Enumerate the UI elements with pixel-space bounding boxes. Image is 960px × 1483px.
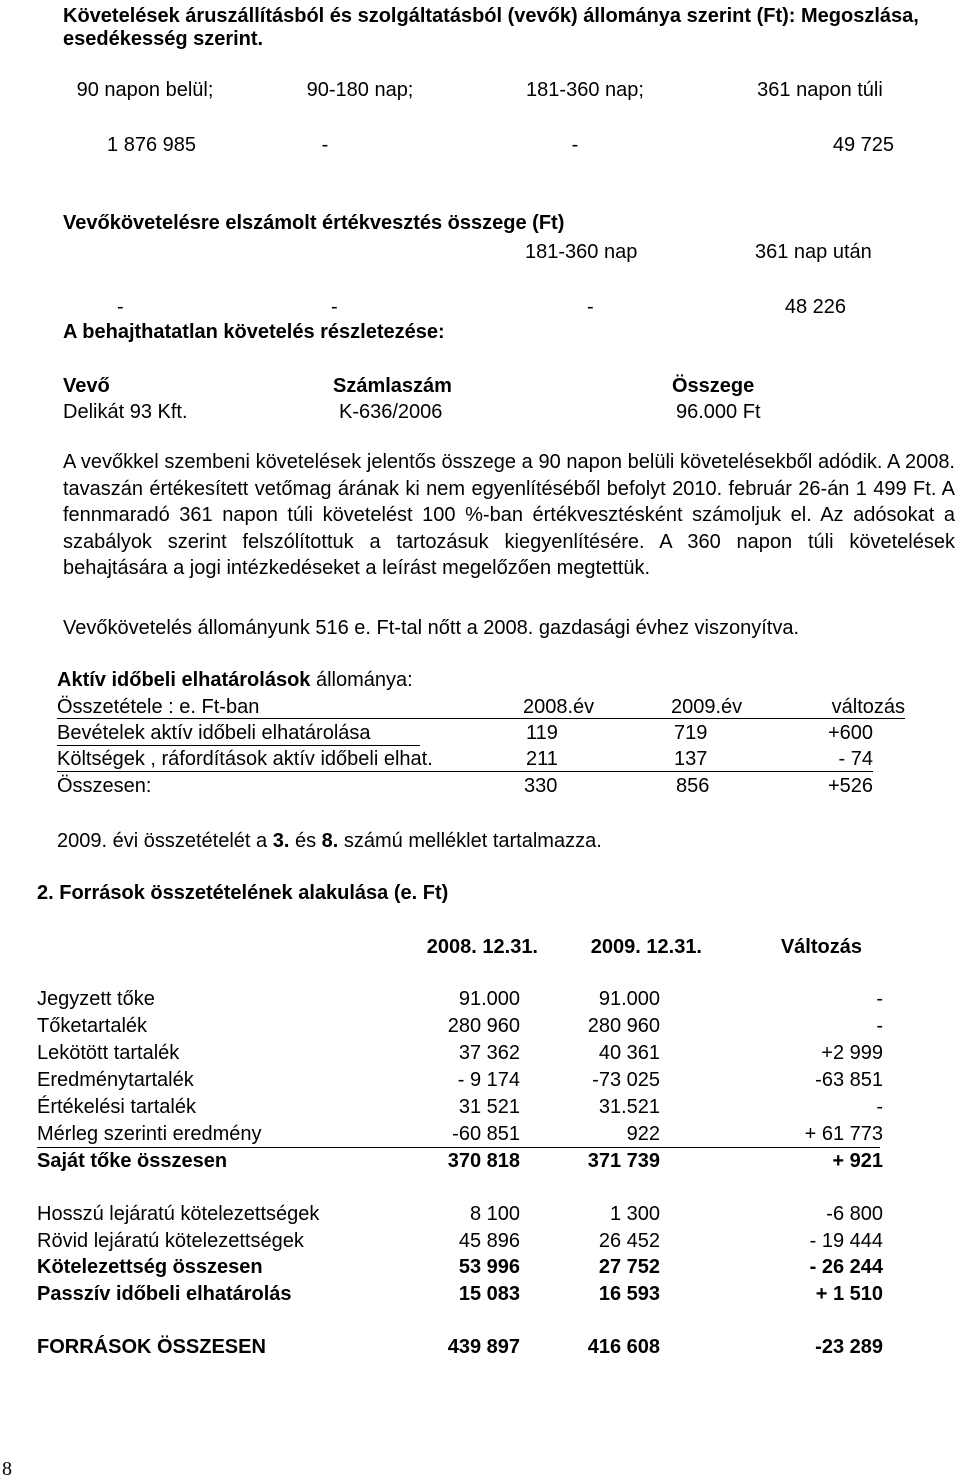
bad-debt-header-invoice: Számlaszám	[333, 375, 452, 397]
sources-row-value: - 26 244	[809, 1256, 883, 1278]
sources-row-value: +2 999	[821, 1042, 883, 1064]
sources-row-value: 370 818	[447, 1150, 520, 1172]
bad-debt-header-amount: Összege	[672, 375, 755, 397]
sources-row-value: 280 960	[447, 1015, 520, 1037]
sources-row-value: 31.521	[598, 1096, 660, 1118]
accruals-header-label: Összetétele : e. Ft-ban	[57, 696, 260, 718]
sources-row-value: 922	[626, 1123, 660, 1145]
sources-row-label: Tőketartalék	[37, 1015, 148, 1037]
sources-row-value: 53 996	[458, 1256, 520, 1278]
sources-row-value: -60 851	[452, 1123, 520, 1145]
sources-row-value: 1 300	[609, 1203, 660, 1225]
sources-row-label: FORRÁSOK ÖSSZESEN	[37, 1336, 266, 1358]
note-annex-3: 3.	[272, 830, 290, 852]
sources-row-label: Jegyzett tőke	[37, 988, 155, 1010]
sources-row-value: + 61 773	[804, 1123, 883, 1145]
sources-row-value: + 1 510	[815, 1283, 883, 1305]
sources-row-label: Saját tőke összesen	[37, 1150, 228, 1172]
accruals-total-2009: 856	[676, 775, 710, 797]
sources-row-value: 91.000	[598, 988, 660, 1010]
accruals-note	[57, 829, 602, 853]
receivables-paragraph: A vevőkkel szembeni követelések jelentős összege a 90 napon belüli követelésekből adódik. A 2008. tavaszán értékesített vetőmag árának ki nem egyenlítéséből befolyt 2010. február 26-án 1 499 Ft. A fennmaradó 361 napon túli követelést 100 %-ban értékvesztésként számoljuk el. Az adósokat a szabályok szerint felszólítottuk a tartozásuk kiegyenlítésére. A 360 napon túli követelések behajtására a jogi intézkedéseket a leírást megelőzően megtettük.	[63, 451, 955, 579]
bad-debt-amount: 96.000 Ft	[676, 401, 761, 423]
accruals-row-2-change: - 74	[838, 748, 873, 770]
sources-row-label: Kötelezettség összesen	[37, 1256, 263, 1278]
sources-row-value: -	[876, 1096, 883, 1118]
sources-row-label: Mérleg szerinti eredmény	[37, 1123, 262, 1145]
bad-debt-heading: A behajthatatlan követelés részletezése:	[63, 321, 445, 343]
sources-header-2008: 2008. 12.31.	[426, 936, 538, 958]
receivables-heading: Követelések áruszállításból és szolgáltatásból (vevők) állománya szerint (Ft): Megoszlása, esedékesség szerint.	[63, 5, 919, 50]
accruals-row-1-change: +600	[827, 722, 873, 744]
accruals-row-1-label: Bevételek aktív időbeli elhatárolása	[57, 722, 371, 744]
sources-row-value: 15 083	[458, 1283, 520, 1305]
sources-row-label: Értékelési tartalék	[37, 1096, 196, 1118]
sources-row-value: -	[876, 988, 883, 1010]
sources-row-value: 40 361	[598, 1042, 660, 1064]
sources-row-value: 31 521	[458, 1096, 520, 1118]
accruals-total-label: Összesen:	[57, 775, 152, 797]
sources-row-value: 280 960	[587, 1015, 660, 1037]
sources-row-value: -63 851	[815, 1069, 883, 1091]
sources-row-value: 45 896	[458, 1230, 520, 1252]
accruals-header-change: változás	[831, 696, 905, 718]
sources-row-value: 439 897	[447, 1336, 520, 1358]
sources-heading	[37, 881, 448, 905]
accruals-heading-rest: állománya:	[310, 669, 413, 691]
bad-debt-invoice: K-636/2006	[339, 401, 443, 423]
sources-header-change: Változás	[780, 936, 862, 958]
sources-row-value: 91.000	[458, 988, 520, 1010]
sources-row-value: 16 593	[598, 1283, 660, 1305]
accruals-row-1-2009: 719	[674, 722, 708, 744]
impairment-value-1: -	[331, 296, 338, 318]
accruals-total-change: +526	[827, 775, 873, 797]
accruals-row-2-underline	[57, 771, 873, 772]
accruals-header-2009: 2009.év	[671, 696, 743, 718]
accruals-row-2-2009: 137	[674, 748, 708, 770]
sources-row-value: 8 100	[469, 1203, 520, 1225]
sources-row-value: - 9 174	[457, 1069, 520, 1091]
impairment-col-181-360: 181-360 nap	[525, 241, 638, 263]
sources-row-value: -6 800	[826, 1203, 883, 1225]
sources-row-label: Passzív időbeli elhatárolás	[37, 1283, 292, 1305]
sources-row-label: Rövid lejáratú kötelezettségek	[37, 1230, 304, 1252]
aging-value-3: 49 725	[832, 134, 894, 156]
sources-row-value: -73 025	[592, 1069, 660, 1091]
sources-row-value: 371 739	[587, 1150, 660, 1172]
sources-row-value: 416 608	[587, 1336, 660, 1358]
aging-header-3: 361 napon túli	[757, 79, 883, 101]
sources-row-value: -	[876, 1015, 883, 1037]
aging-value-0: 1 876 985	[107, 134, 196, 156]
sources-row-value: + 921	[832, 1150, 883, 1172]
bad-debt-customer: Delikát 93 Kft.	[63, 401, 188, 423]
aging-header-1: 90-180 nap;	[306, 79, 414, 101]
accruals-row-2-2008: 211	[526, 748, 558, 770]
sources-equity-underline	[37, 1147, 880, 1148]
impairment-value-0: -	[117, 296, 124, 318]
sources-row-value: 26 452	[598, 1230, 660, 1252]
note-text-3: számú melléklet tartalmazza.	[338, 830, 602, 852]
sources-row-label: Lekötött tartalék	[37, 1042, 180, 1064]
impairment-col-361: 361 nap után	[755, 241, 872, 263]
impairment-value-2: -	[587, 296, 594, 318]
aging-value-1: -	[321, 134, 329, 156]
note-text-2: és	[289, 830, 322, 852]
sources-heading-unit: (e. Ft)	[388, 882, 449, 904]
impairment-value-3: 48 226	[784, 296, 846, 318]
sources-row-label: Eredménytartalék	[37, 1069, 194, 1091]
aging-header-0: 90 napon belül;	[76, 79, 214, 101]
note-text-1: 2009. évi összetételét a	[57, 830, 273, 852]
sources-header-2009: 2009. 12.31.	[590, 936, 702, 958]
accruals-row-2-label: Költségek , ráfordítások aktív időbeli elhat.	[57, 748, 433, 770]
sources-row-value: -23 289	[815, 1336, 883, 1358]
page-number: 8	[2, 1458, 12, 1480]
sources-row-value: - 19 444	[809, 1230, 883, 1252]
aging-header-2: 181-360 nap;	[526, 79, 644, 101]
accruals-header-2008: 2008.év	[523, 696, 595, 718]
accruals-row-1-2008: 119	[526, 722, 558, 744]
accruals-heading	[57, 668, 413, 692]
accruals-heading-bold: Aktív időbeli elhatárolások	[57, 669, 311, 691]
impairment-heading: Vevőkövetelésre elszámolt értékvesztés összege (Ft)	[63, 212, 565, 234]
sources-row-label: Hosszú lejáratú kötelezettségek	[37, 1203, 320, 1225]
accruals-row-1-underline	[57, 745, 420, 746]
sources-row-value: 27 752	[598, 1256, 660, 1278]
sources-row-value: 37 362	[458, 1042, 520, 1064]
sources-heading-bold: 2. Források összetételének alakulása	[37, 882, 389, 904]
receivables-paragraph-last: Vevőkövetelés állományunk 516 e. Ft-tal nőtt a 2008. gazdasági évhez viszonyítva.	[63, 617, 799, 639]
bad-debt-header-customer: Vevő	[63, 375, 110, 397]
accruals-header-underline	[57, 718, 905, 719]
aging-value-2: -	[571, 134, 579, 156]
note-annex-8: 8.	[321, 830, 339, 852]
accruals-total-2008: 330	[524, 775, 558, 797]
